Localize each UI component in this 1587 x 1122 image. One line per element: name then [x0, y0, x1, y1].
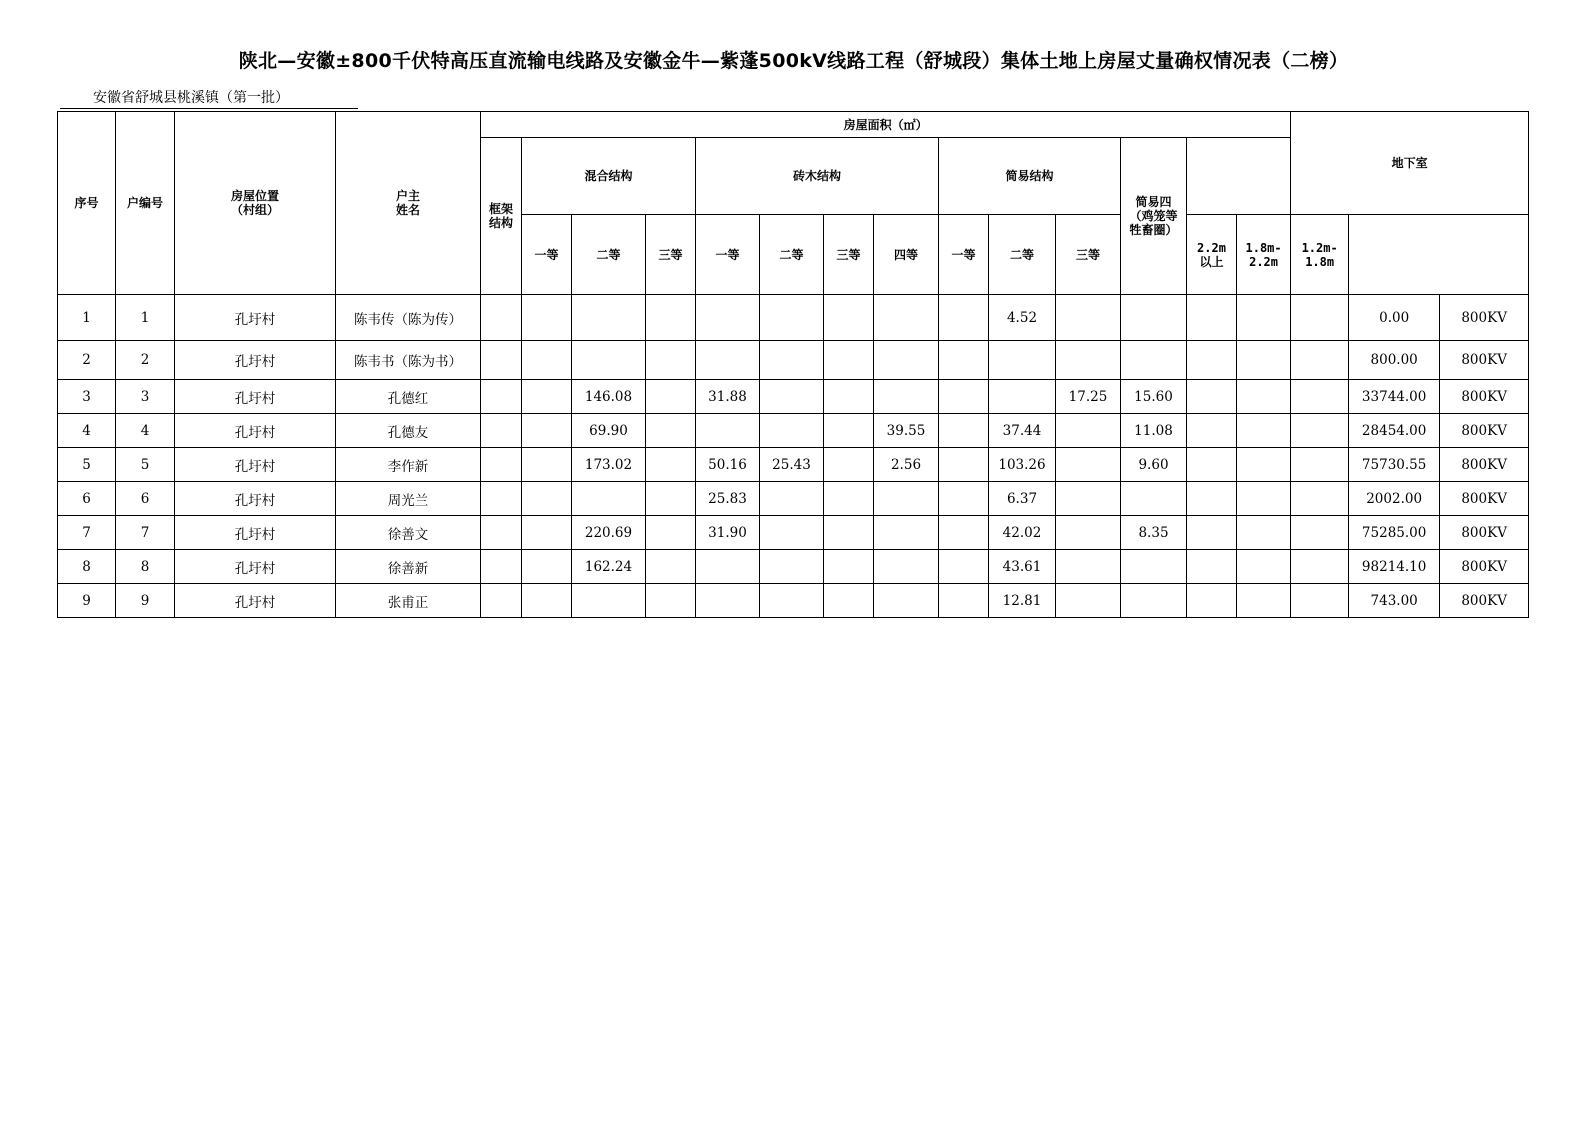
- header-mixed-grade1: 一等: [522, 215, 572, 295]
- cell-b1: [1187, 414, 1237, 448]
- cell-b3: [1291, 516, 1349, 550]
- cell-bw4: [874, 482, 939, 516]
- cell-m2: 173.02: [572, 448, 646, 482]
- table-row: [58, 414, 1529, 448]
- cell-bw1: 31.88: [696, 380, 760, 414]
- cell-bw3: [824, 584, 874, 618]
- header-brick-grade4: 四等: [874, 215, 939, 295]
- cell-b3: [1291, 380, 1349, 414]
- cell-b1: [1187, 341, 1237, 380]
- cell-remark: 800KV: [1440, 414, 1529, 448]
- cell-no: 4: [116, 414, 175, 448]
- header-mixed: 混合结构: [522, 138, 696, 215]
- cell-b1: [1187, 550, 1237, 584]
- cell-frame: [481, 448, 522, 482]
- cell-bw3: [824, 516, 874, 550]
- cell-s4: [1121, 550, 1187, 584]
- cell-s4: 8.35: [1121, 516, 1187, 550]
- cell-bw4: [874, 295, 939, 341]
- table-row: [58, 448, 1529, 482]
- cell-s3: [1056, 341, 1121, 380]
- cell-b2: [1237, 516, 1291, 550]
- cell-frame: [481, 295, 522, 341]
- cell-loc: 孔圩村: [175, 584, 336, 618]
- header-location: 房屋位置 （村组）: [175, 112, 336, 295]
- cell-owner: 徐善文: [336, 516, 481, 550]
- cell-b3: [1291, 414, 1349, 448]
- table-row: [58, 380, 1529, 414]
- cell-b3: [1291, 584, 1349, 618]
- cell-no: 5: [116, 448, 175, 482]
- cell-s4: [1121, 295, 1187, 341]
- cell-owner: 李作新: [336, 448, 481, 482]
- document-subtitle: 安徽省舒城县桃溪镇（第一批）: [60, 87, 358, 109]
- cell-s2: 4.52: [989, 295, 1056, 341]
- header-brick-grade2: 二等: [760, 215, 824, 295]
- header-simple-grade2: 二等: [989, 215, 1056, 295]
- cell-owner: 徐善新: [336, 550, 481, 584]
- cell-no: 3: [116, 380, 175, 414]
- cell-m1: [522, 550, 572, 584]
- header-mixed-grade3: 三等: [646, 215, 696, 295]
- cell-loc: 孔圩村: [175, 295, 336, 341]
- header-frame: 框架 结构: [481, 138, 522, 295]
- cell-s1: [939, 341, 989, 380]
- cell-loc: 孔圩村: [175, 516, 336, 550]
- cell-s3: [1056, 482, 1121, 516]
- cell-m2: 162.24: [572, 550, 646, 584]
- header-simple-grade3: 三等: [1056, 215, 1121, 295]
- header-area-group: 房屋面积（㎡）: [481, 112, 1291, 138]
- cell-m3: [646, 516, 696, 550]
- header-seq: 序号: [58, 112, 116, 295]
- header-simple4: 简易四 （鸡笼等 牲畜圈）: [1121, 138, 1187, 295]
- cell-bw4: [874, 516, 939, 550]
- cell-m3: [646, 482, 696, 516]
- cell-seq: 2: [58, 341, 116, 380]
- cell-no: 1: [116, 295, 175, 341]
- cell-seq: 9: [58, 584, 116, 618]
- cell-b2: [1237, 295, 1291, 341]
- header-brick-grade3: 三等: [824, 215, 874, 295]
- table-row: [58, 482, 1529, 516]
- header-basement-b1: 2.2m 以上: [1187, 215, 1237, 295]
- cell-seq: 5: [58, 448, 116, 482]
- cell-no: 9: [116, 584, 175, 618]
- cell-m3: [646, 414, 696, 448]
- cell-m1: [522, 414, 572, 448]
- header-brick-grade1: 一等: [696, 215, 760, 295]
- cell-s1: [939, 414, 989, 448]
- cell-m1: [522, 448, 572, 482]
- cell-amount: 800.00: [1349, 341, 1440, 380]
- header-simple-grade1: 一等: [939, 215, 989, 295]
- table-body: [58, 295, 1529, 618]
- header-basement-b2: 1.8m- 2.2m: [1237, 215, 1291, 295]
- cell-m2: [572, 295, 646, 341]
- cell-loc: 孔圩村: [175, 414, 336, 448]
- cell-seq: 3: [58, 380, 116, 414]
- cell-remark: 800KV: [1440, 482, 1529, 516]
- cell-s1: [939, 482, 989, 516]
- cell-bw2: [760, 482, 824, 516]
- cell-remark: 800KV: [1440, 550, 1529, 584]
- house-measurement-table: [57, 111, 1529, 618]
- cell-b2: [1237, 448, 1291, 482]
- cell-bw2: [760, 380, 824, 414]
- cell-bw2: [760, 295, 824, 341]
- header-basement: 地下室: [1291, 112, 1529, 215]
- cell-bw3: [824, 380, 874, 414]
- cell-m2: [572, 584, 646, 618]
- cell-b1: [1187, 295, 1237, 341]
- cell-bw2: [760, 341, 824, 380]
- cell-m3: [646, 295, 696, 341]
- cell-owner: 陈韦传（陈为传）: [336, 295, 481, 341]
- cell-bw4: [874, 341, 939, 380]
- cell-m1: [522, 482, 572, 516]
- cell-b1: [1187, 516, 1237, 550]
- cell-m3: [646, 550, 696, 584]
- cell-bw1: [696, 550, 760, 584]
- cell-m1: [522, 516, 572, 550]
- cell-s1: [939, 448, 989, 482]
- cell-bw3: [824, 341, 874, 380]
- cell-s4: [1121, 482, 1187, 516]
- cell-m3: [646, 341, 696, 380]
- cell-bw4: 2.56: [874, 448, 939, 482]
- cell-owner: 孔德友: [336, 414, 481, 448]
- table-row: [58, 584, 1529, 618]
- cell-s3: [1056, 448, 1121, 482]
- cell-s1: [939, 550, 989, 584]
- cell-m2: [572, 482, 646, 516]
- cell-amount: 743.00: [1349, 584, 1440, 618]
- cell-b1: [1187, 448, 1237, 482]
- cell-remark: 800KV: [1440, 380, 1529, 414]
- cell-s2: [989, 380, 1056, 414]
- cell-m1: [522, 380, 572, 414]
- table-row: [58, 295, 1529, 341]
- cell-m1: [522, 295, 572, 341]
- cell-s3: 17.25: [1056, 380, 1121, 414]
- cell-s2: 103.26: [989, 448, 1056, 482]
- cell-bw3: [824, 414, 874, 448]
- cell-amount: 75285.00: [1349, 516, 1440, 550]
- cell-bw1: [696, 414, 760, 448]
- cell-b1: [1187, 380, 1237, 414]
- cell-m2: 220.69: [572, 516, 646, 550]
- header-simple: 简易结构: [939, 138, 1121, 215]
- cell-m3: [646, 380, 696, 414]
- cell-s4: [1121, 341, 1187, 380]
- cell-bw1: 25.83: [696, 482, 760, 516]
- cell-frame: [481, 584, 522, 618]
- cell-s4: [1121, 584, 1187, 618]
- header-brick-wood: 砖木结构: [696, 138, 939, 215]
- table-row: [58, 341, 1529, 380]
- cell-bw2: 25.43: [760, 448, 824, 482]
- cell-bw4: [874, 584, 939, 618]
- cell-b3: [1291, 341, 1349, 380]
- cell-s2: 6.37: [989, 482, 1056, 516]
- cell-s3: [1056, 295, 1121, 341]
- cell-b2: [1237, 482, 1291, 516]
- cell-no: 2: [116, 341, 175, 380]
- cell-amount: 2002.00: [1349, 482, 1440, 516]
- cell-frame: [481, 414, 522, 448]
- cell-amount: 33744.00: [1349, 380, 1440, 414]
- cell-frame: [481, 482, 522, 516]
- cell-s4: 9.60: [1121, 448, 1187, 482]
- cell-frame: [481, 516, 522, 550]
- cell-seq: 7: [58, 516, 116, 550]
- cell-bw1: [696, 295, 760, 341]
- cell-s1: [939, 295, 989, 341]
- cell-s3: [1056, 584, 1121, 618]
- cell-bw3: [824, 550, 874, 584]
- cell-m2: 146.08: [572, 380, 646, 414]
- cell-remark: 800KV: [1440, 341, 1529, 380]
- cell-frame: [481, 550, 522, 584]
- cell-loc: 孔圩村: [175, 482, 336, 516]
- cell-bw4: 39.55: [874, 414, 939, 448]
- cell-bw1: 50.16: [696, 448, 760, 482]
- cell-m3: [646, 448, 696, 482]
- cell-bw2: [760, 584, 824, 618]
- cell-loc: 孔圩村: [175, 341, 336, 380]
- cell-bw4: [874, 380, 939, 414]
- cell-remark: 800KV: [1440, 584, 1529, 618]
- cell-bw2: [760, 414, 824, 448]
- table-row: [58, 550, 1529, 584]
- cell-b2: [1237, 341, 1291, 380]
- cell-s2: [989, 341, 1056, 380]
- cell-b2: [1237, 414, 1291, 448]
- cell-b3: [1291, 550, 1349, 584]
- cell-m1: [522, 341, 572, 380]
- cell-s3: [1056, 414, 1121, 448]
- cell-m2: 69.90: [572, 414, 646, 448]
- cell-no: 6: [116, 482, 175, 516]
- cell-amount: 0.00: [1349, 295, 1440, 341]
- cell-owner: 陈韦书（陈为书）: [336, 341, 481, 380]
- cell-bw2: [760, 516, 824, 550]
- cell-s1: [939, 380, 989, 414]
- cell-bw3: [824, 295, 874, 341]
- cell-bw1: [696, 341, 760, 380]
- cell-s2: 37.44: [989, 414, 1056, 448]
- cell-no: 7: [116, 516, 175, 550]
- cell-m1: [522, 584, 572, 618]
- cell-amount: 98214.10: [1349, 550, 1440, 584]
- cell-owner: 孔德红: [336, 380, 481, 414]
- cell-s1: [939, 584, 989, 618]
- cell-s1: [939, 516, 989, 550]
- cell-s2: 12.81: [989, 584, 1056, 618]
- header-basement-b3: 1.2m- 1.8m: [1291, 215, 1349, 295]
- cell-remark: 800KV: [1440, 448, 1529, 482]
- cell-amount: 75730.55: [1349, 448, 1440, 482]
- cell-frame: [481, 380, 522, 414]
- cell-s3: [1056, 550, 1121, 584]
- cell-m2: [572, 341, 646, 380]
- cell-seq: 6: [58, 482, 116, 516]
- cell-remark: 800KV: [1440, 295, 1529, 341]
- cell-s4: 15.60: [1121, 380, 1187, 414]
- cell-owner: 周光兰: [336, 482, 481, 516]
- cell-b2: [1237, 380, 1291, 414]
- header-household-no: 户编号: [116, 112, 175, 295]
- cell-loc: 孔圩村: [175, 550, 336, 584]
- cell-seq: 4: [58, 414, 116, 448]
- cell-bw3: [824, 482, 874, 516]
- cell-b3: [1291, 448, 1349, 482]
- cell-bw1: 31.90: [696, 516, 760, 550]
- cell-m3: [646, 584, 696, 618]
- cell-s4: 11.08: [1121, 414, 1187, 448]
- table-header: [58, 112, 1529, 295]
- cell-seq: 1: [58, 295, 116, 341]
- cell-owner: 张甫正: [336, 584, 481, 618]
- cell-b1: [1187, 482, 1237, 516]
- cell-loc: 孔圩村: [175, 448, 336, 482]
- cell-frame: [481, 341, 522, 380]
- cell-b1: [1187, 584, 1237, 618]
- cell-bw2: [760, 550, 824, 584]
- cell-b3: [1291, 482, 1349, 516]
- cell-no: 8: [116, 550, 175, 584]
- header-mixed-grade2: 二等: [572, 215, 646, 295]
- cell-remark: 800KV: [1440, 516, 1529, 550]
- cell-bw4: [874, 550, 939, 584]
- cell-s3: [1056, 516, 1121, 550]
- document-title: 陕北—安徽±800千伏特高压直流输电线路及安徽金牛—紫蓬500kV线路工程（舒城段）集体土地上房屋丈量确权情况表（二榜）: [238, 50, 1349, 72]
- cell-amount: 28454.00: [1349, 414, 1440, 448]
- cell-b2: [1237, 584, 1291, 618]
- cell-s2: 43.61: [989, 550, 1056, 584]
- cell-bw3: [824, 448, 874, 482]
- cell-b2: [1237, 550, 1291, 584]
- cell-seq: 8: [58, 550, 116, 584]
- cell-b3: [1291, 295, 1349, 341]
- cell-loc: 孔圩村: [175, 380, 336, 414]
- table-row: [58, 516, 1529, 550]
- header-owner: 户主 姓名: [336, 112, 481, 295]
- cell-s2: 42.02: [989, 516, 1056, 550]
- cell-bw1: [696, 584, 760, 618]
